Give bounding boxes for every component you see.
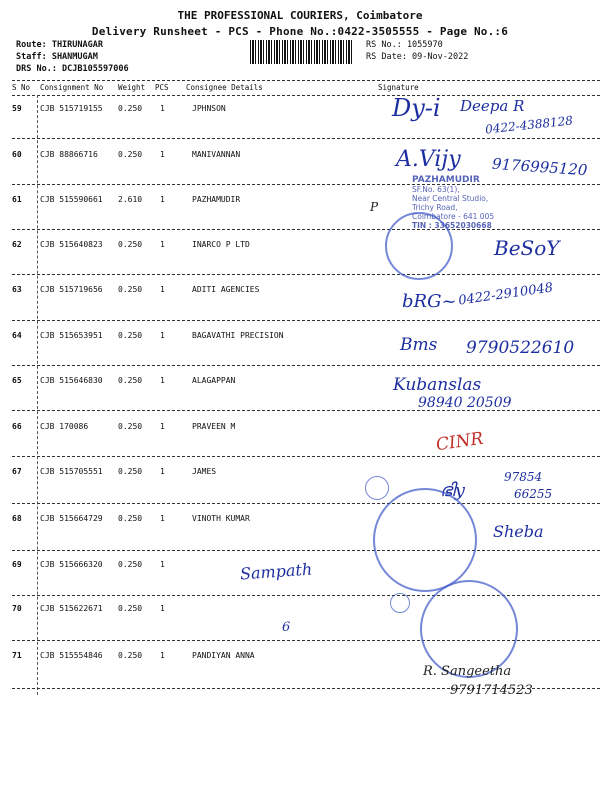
staff-label: Staff: SHANMUGAM bbox=[16, 52, 98, 62]
header-divider-top bbox=[12, 80, 600, 81]
row-consignee: ADITI AGENCIES bbox=[192, 285, 260, 294]
row-pcs: 1 bbox=[160, 104, 165, 113]
row-sno: 60 bbox=[12, 150, 22, 159]
col-header-weight: Weight bbox=[118, 83, 146, 92]
row-pcs: 1 bbox=[160, 195, 165, 204]
signature-65: Kubanslas bbox=[393, 375, 482, 395]
column-separator bbox=[37, 95, 38, 695]
handwritten-phone-64: 9790522610 bbox=[466, 338, 575, 358]
handwritten-note-66: CINR bbox=[434, 428, 485, 456]
stamp-text-pazhamudir: PAZHAMUDIR SF.No. 63(1), Near Central Studio, Trichy Road, Coimbatore - 641 005 TIN : 33652030668 bbox=[412, 175, 495, 230]
handwritten-phone-67a: 97854 bbox=[504, 470, 543, 484]
row-sno: 62 bbox=[12, 240, 22, 249]
row-consignee: ALAGAPPAN bbox=[192, 376, 236, 385]
row-consignment: CJB 515590661 bbox=[40, 195, 103, 204]
row-sno: 59 bbox=[12, 104, 22, 113]
handwritten-name-59: Deepa R bbox=[460, 97, 525, 115]
row-sno: 65 bbox=[12, 376, 22, 385]
row-consignee: PAZHAMUDIR bbox=[192, 195, 241, 204]
row-pcs: 1 bbox=[160, 285, 165, 294]
row-weight: 0.250 bbox=[118, 150, 143, 159]
row-consignee: PRAVEEN M bbox=[192, 422, 236, 431]
row-divider bbox=[12, 138, 600, 139]
row-divider bbox=[12, 550, 600, 551]
col-header-signature: Signature bbox=[378, 83, 419, 92]
company-seal-68 bbox=[373, 488, 477, 592]
row-weight: 0.250 bbox=[118, 422, 143, 431]
handwritten-phone-71: 9791714523 bbox=[450, 683, 533, 698]
row-divider bbox=[12, 320, 600, 321]
row-weight: 2.610 bbox=[118, 195, 143, 204]
row-sno: 67 bbox=[12, 467, 22, 476]
row-pcs: 1 bbox=[160, 604, 165, 613]
row-pcs: 1 bbox=[160, 651, 165, 660]
company-title: THE PROFESSIONAL COURIERS, Coimbatore bbox=[177, 9, 423, 22]
row-weight: 0.250 bbox=[118, 604, 143, 613]
circle-mark-70 bbox=[390, 593, 410, 613]
row-pcs: 1 bbox=[160, 422, 165, 431]
row-pcs: 1 bbox=[160, 240, 165, 249]
handwritten-name-69: Sampath bbox=[239, 559, 313, 584]
col-header-pcs: PCS bbox=[155, 83, 169, 92]
route-label: Route: THIRUNAGAR bbox=[16, 40, 103, 50]
row-weight: 0.250 bbox=[118, 331, 143, 340]
row-consignment: CJB 515666320 bbox=[40, 560, 103, 569]
row-consignee: JAMES bbox=[192, 467, 217, 476]
row-weight: 0.250 bbox=[118, 651, 143, 660]
row-pcs: 1 bbox=[160, 467, 165, 476]
drs-number: DRS No.: DCJB105597006 bbox=[16, 64, 129, 74]
row-consignment: CJB 515622671 bbox=[40, 604, 103, 613]
row-weight: 0.250 bbox=[118, 104, 143, 113]
handwritten-phone-67b: 66255 bbox=[514, 487, 553, 501]
row-pcs: 1 bbox=[160, 376, 165, 385]
signature-63: bRG~ bbox=[402, 291, 457, 312]
row-divider bbox=[12, 184, 600, 185]
row-consignment: CJB 515640823 bbox=[40, 240, 103, 249]
row-consignee: PANDIYAN ANNA bbox=[192, 651, 255, 660]
row-divider bbox=[12, 595, 600, 596]
col-header-consignee: Consignee Details bbox=[186, 83, 263, 92]
header-divider-bottom bbox=[12, 95, 600, 96]
row-weight: 0.250 bbox=[118, 560, 143, 569]
row-consignment: CJB 170086 bbox=[40, 422, 89, 431]
row-sno: 68 bbox=[12, 514, 22, 523]
row-divider bbox=[12, 456, 600, 457]
row-weight: 0.250 bbox=[118, 514, 143, 523]
row-sno: 70 bbox=[12, 604, 22, 613]
row-consignee: JPHNSON bbox=[192, 104, 226, 113]
handwritten-name-71: R. Sangeetha bbox=[423, 664, 512, 679]
row-sno: 71 bbox=[12, 651, 22, 660]
row-sno: 66 bbox=[12, 422, 22, 431]
row-pcs: 1 bbox=[160, 560, 165, 569]
handwritten-phone-63: 0422-2910048 bbox=[457, 280, 554, 309]
signature-68: Sheba bbox=[493, 522, 544, 541]
row-sno: 64 bbox=[12, 331, 22, 340]
row-weight: 0.250 bbox=[118, 376, 143, 385]
row-weight: 0.250 bbox=[118, 285, 143, 294]
row-consignee: VINOTH KUMAR bbox=[192, 514, 250, 523]
company-seal-61 bbox=[385, 212, 453, 280]
row-divider bbox=[12, 274, 600, 275]
row-consignee: INARCO P LTD bbox=[192, 240, 250, 249]
mark-70: 6 bbox=[282, 620, 291, 635]
row-consignment: CJB 88866716 bbox=[40, 150, 98, 159]
row-consignment: CJB 515719155 bbox=[40, 104, 103, 113]
signature-59: Dy-i bbox=[392, 94, 441, 122]
row-divider bbox=[12, 365, 600, 366]
row-consignment: CJB 515653951 bbox=[40, 331, 103, 340]
row-weight: 0.250 bbox=[118, 467, 143, 476]
row-consignment: CJB 515664729 bbox=[40, 514, 103, 523]
col-header-sno: S No bbox=[12, 83, 31, 92]
row-sno: 69 bbox=[12, 560, 22, 569]
row-consignment: CJB 515554846 bbox=[40, 651, 103, 660]
signature-64: Bms bbox=[400, 335, 438, 355]
row-pcs: 1 bbox=[160, 150, 165, 159]
row-sno: 63 bbox=[12, 285, 22, 294]
row-consignment: CJB 515646830 bbox=[40, 376, 103, 385]
row-pcs: 1 bbox=[160, 331, 165, 340]
row-divider bbox=[12, 229, 600, 230]
rs-number: RS No.: 1055970 bbox=[366, 40, 443, 50]
runsheet-title: Delivery Runsheet - PCS - Phone No.:0422-3505555 - Page No.:6 bbox=[91, 25, 509, 38]
barcode bbox=[250, 40, 354, 64]
handwritten-phone-59: 0422-4388128 bbox=[484, 113, 574, 137]
row-weight: 0.250 bbox=[118, 240, 143, 249]
rs-date: RS Date: 09-Nov-2022 bbox=[366, 52, 469, 62]
signature-62: BeSoY bbox=[494, 236, 560, 260]
col-header-consignment: Consignment No bbox=[40, 83, 104, 92]
handwritten-phone-65: 98940 20509 bbox=[418, 395, 512, 411]
row-consignment: CJB 515719656 bbox=[40, 285, 103, 294]
row-sno: 61 bbox=[12, 195, 22, 204]
mark-61: P bbox=[370, 200, 379, 214]
row-pcs: 1 bbox=[160, 514, 165, 523]
handwritten-phone-60: 9176995120 bbox=[491, 154, 588, 180]
row-consignee: BAGAVATHI PRECISION bbox=[192, 331, 284, 340]
row-consignee: MANIVANNAN bbox=[192, 150, 241, 159]
circle-mark-67 bbox=[365, 476, 389, 500]
signature-67: ഭിy bbox=[440, 480, 465, 501]
row-divider bbox=[12, 503, 600, 504]
signature-60: A.Vijy bbox=[396, 147, 461, 172]
row-consignment: CJB 515705551 bbox=[40, 467, 103, 476]
